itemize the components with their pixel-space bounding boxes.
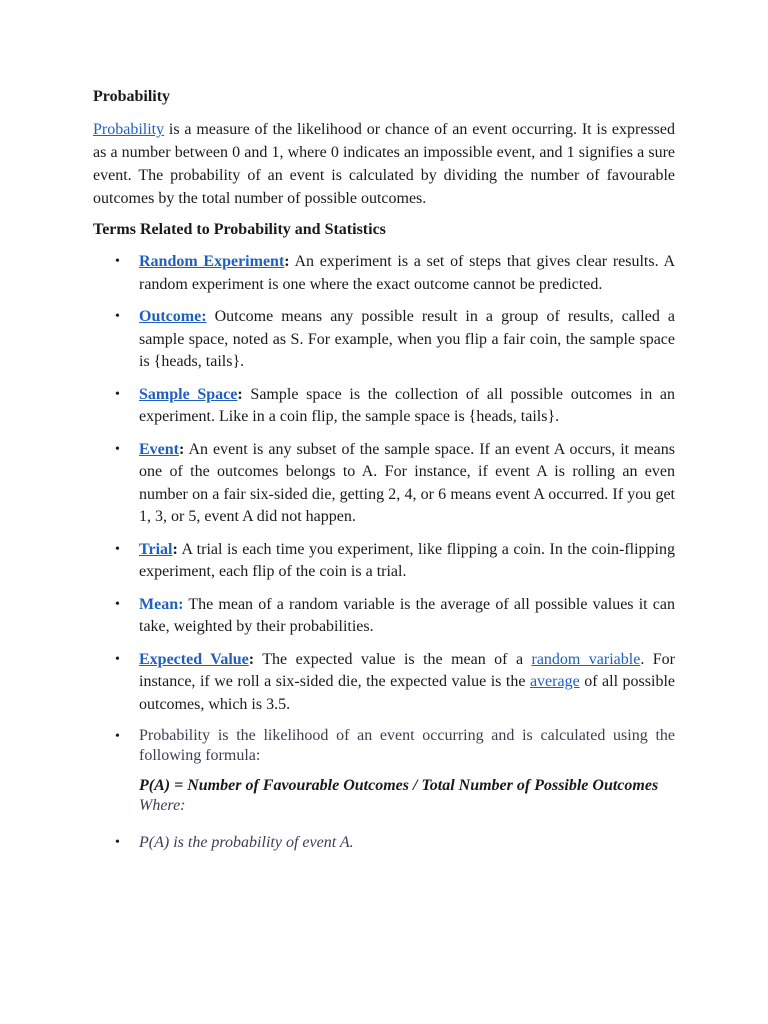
term-colon: : — [179, 440, 185, 458]
term-definition: Sample space is the collection of all possible outcomes in an experiment. Like in a coin flip, the sample space is {heads, tails}. — [139, 385, 675, 425]
sample-space-link[interactable]: Sample Space — [139, 385, 238, 403]
term-definition: Outcome means any possible result in a group of results, called a sample space, noted as S. For example, when you flip a fair coin, the sample space is {heads, tails}. — [139, 308, 675, 370]
bullet-icon: • — [115, 386, 120, 402]
bullet-icon: • — [115, 651, 120, 667]
bullet-icon: • — [115, 541, 120, 557]
list-item-definition — [93, 832, 675, 854]
bullet-icon: • — [115, 309, 120, 324]
definitions-list — [93, 832, 675, 854]
term-colon: : — [237, 385, 243, 403]
probability-formula: P(A) = Number of Favourable Outcomes / Total Number of Possible Outcomes — [139, 777, 659, 794]
random-experiment-link[interactable]: Random Experiment — [139, 253, 285, 270]
event-link[interactable]: Event — [139, 440, 179, 458]
list-item-sample-space — [93, 384, 675, 429]
term-colon: : — [248, 650, 255, 668]
list-item-event — [93, 439, 675, 529]
random-variable-link[interactable]: random variable — [531, 650, 641, 668]
terms-list — [93, 251, 675, 766]
bullet-icon: • — [115, 729, 120, 744]
trial-link[interactable]: Trial — [139, 540, 173, 558]
bullet-icon: • — [115, 254, 120, 269]
bullet-icon: • — [115, 835, 120, 850]
term-definition-end: of all possible outcomes, which is 3.5. — [139, 673, 675, 713]
intro-paragraph — [93, 118, 675, 210]
list-item-random-experiment — [93, 251, 675, 296]
term-colon: : — [172, 540, 178, 558]
probability-link[interactable]: Probability — [93, 121, 165, 138]
document-page — [93, 86, 675, 854]
term-definition: The mean of a random variable is the average of all possible values it can take, weighted by their probabilities. — [139, 595, 675, 635]
term-definition: An event is any subset of the sample space. If an event A occurs, it means one of the outcomes belongs to A. For instance, if event A is rolling an even number on a fair six-sided die, getting 2, 4, or 6 means event A occurred. If you get 1, 3, or 5, event A did not happen. — [139, 440, 675, 525]
bullet-icon: • — [115, 441, 120, 457]
list-item-formula-intro — [93, 726, 675, 766]
expected-value-link[interactable]: Expected Value — [139, 650, 249, 668]
term-definition: An experiment is a set of steps that gives clear results. A random experiment is one where the exact outcome cannot be predicted. — [139, 253, 675, 293]
terms-heading: Terms Related to Probability and Statistics — [93, 221, 386, 238]
outcome-link[interactable]: Outcome: — [139, 308, 207, 325]
mean-term: Mean: — [139, 595, 184, 613]
list-item-outcome — [93, 306, 675, 374]
term-definition: The expected value is the mean of a — [254, 650, 532, 668]
term-definition-cont: . For instance, if we roll a six-sided die, the expected value is the — [139, 650, 675, 690]
definition-text: P(A) is the probability of event A. — [139, 834, 354, 851]
bullet-icon: • — [115, 596, 120, 612]
page-title: Probability — [93, 88, 171, 105]
term-colon: : — [284, 253, 290, 270]
list-item-trial — [93, 539, 675, 584]
list-item-expected-value — [93, 649, 675, 717]
list-item-mean — [93, 594, 675, 639]
average-link[interactable]: average — [529, 673, 580, 690]
term-definition: A trial is each time you experiment, like flipping a coin. In the coin-flipping experiment, each flip of the coin is a trial. — [139, 540, 675, 580]
intro-text: is a measure of the likelihood or chance of an event occurring. It is expressed as a number between 0 and 1, where 0 indicates an impossible event, and 1 signifies a sure event. The probability of an event is calculated by dividing the number of favourable outcomes by the total number of possible outcomes. — [93, 121, 675, 207]
where-label: Where: — [139, 797, 186, 814]
formula-intro-text: Probability is the likelihood of an event occurring and is calculated using the following formula: — [139, 727, 675, 764]
